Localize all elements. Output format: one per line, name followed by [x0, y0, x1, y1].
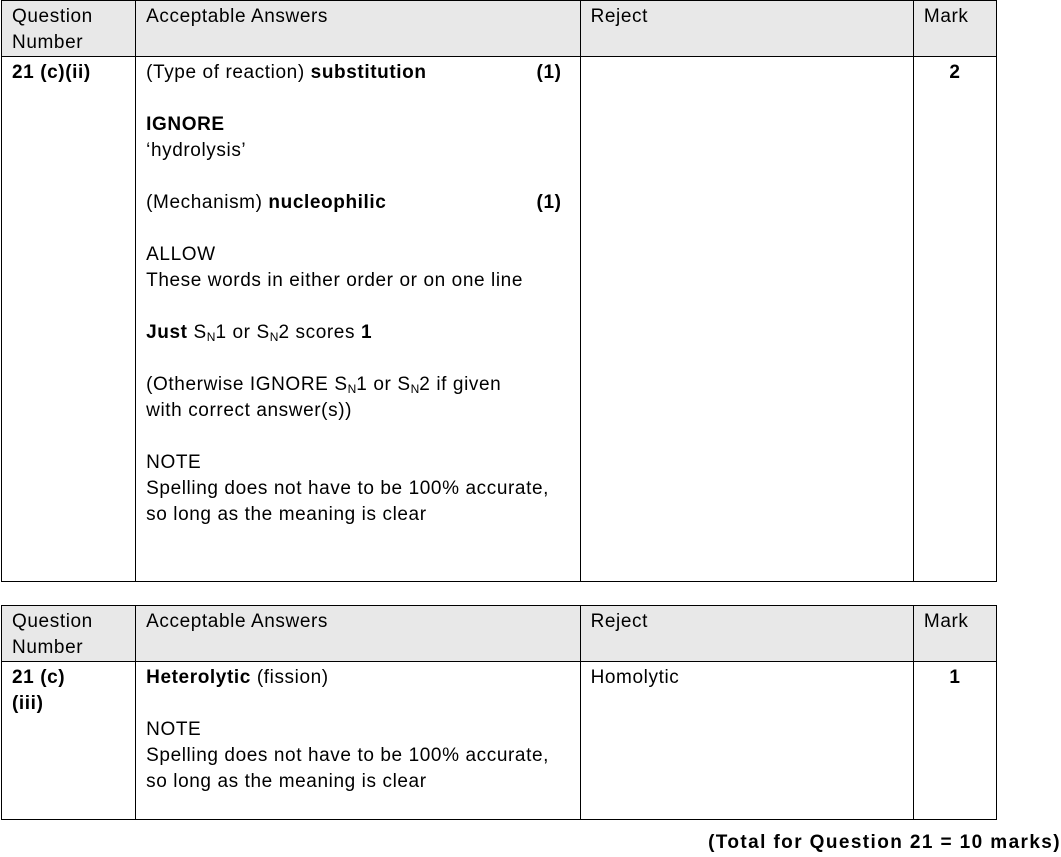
mark-scheme-table-21c-ii	[1, 0, 997, 582]
mech-mark: (1)	[536, 192, 562, 213]
note-text: Spelling does not have to be 100% accurate, so long as the meaning is clear	[146, 745, 550, 792]
note-text: Spelling does not have to be 100% accurate, so long as the meaning is clear	[146, 478, 550, 525]
note-label: NOTE	[146, 452, 202, 473]
table-header-row	[2, 606, 997, 662]
ignore-text: ‘hydrolysis’	[146, 140, 247, 161]
mechanism-line	[146, 190, 569, 216]
header-mark: Mark	[913, 606, 996, 662]
table-row	[2, 57, 997, 582]
question-number: 21 (c)(iii)	[2, 662, 136, 820]
mark-scheme-table-21c-iii	[1, 605, 997, 820]
answer-line	[146, 665, 569, 691]
type-prefix: (Type of reaction)	[146, 62, 305, 83]
just-sn-line: Just $S_N1$ or $S_N2$ scores 1	[146, 322, 373, 344]
answer-rest: (fission)	[256, 667, 329, 688]
table-header-row	[2, 1, 997, 57]
answer-bold: Heterolytic	[146, 667, 251, 688]
type-of-reaction-line	[146, 60, 569, 86]
table-row	[2, 662, 997, 820]
mark-cell: 1	[913, 662, 996, 820]
type-answer: substitution	[310, 62, 427, 83]
note-label: NOTE	[146, 719, 202, 740]
mark-cell: 2	[913, 57, 996, 582]
mech-prefix: (Mechanism)	[146, 192, 263, 213]
header-acceptable-answers: Acceptable Answers	[136, 1, 580, 57]
acceptable-answers-cell	[136, 662, 580, 820]
header-reject: Reject	[580, 606, 913, 662]
scores-value: 1	[360, 322, 373, 343]
type-mark: (1)	[536, 62, 562, 83]
header-reject: Reject	[580, 1, 913, 57]
header-question-number: Question Number	[2, 1, 136, 57]
header-mark: Mark	[913, 1, 996, 57]
question-number: 21 (c)(ii)	[2, 57, 136, 582]
header-acceptable-answers: Acceptable Answers	[136, 606, 580, 662]
reject-cell: Homolytic	[580, 662, 913, 820]
reject-cell	[580, 57, 913, 582]
header-question-number: Question Number	[2, 606, 136, 662]
otherwise-text: (Otherwise IGNORE $S_N1$ or $S_N2$ if given with correct answer(s))	[146, 374, 502, 421]
question-total: (Total for Question 21 = 10 marks)	[708, 832, 1061, 853]
acceptable-answers-cell	[136, 57, 580, 582]
allow-text: These words in either order or on one line	[146, 270, 524, 291]
mech-answer: nucleophilic	[268, 192, 387, 213]
allow-label: ALLOW	[146, 244, 216, 265]
just-label: Just	[146, 322, 188, 343]
ignore-label: IGNORE	[146, 114, 225, 135]
